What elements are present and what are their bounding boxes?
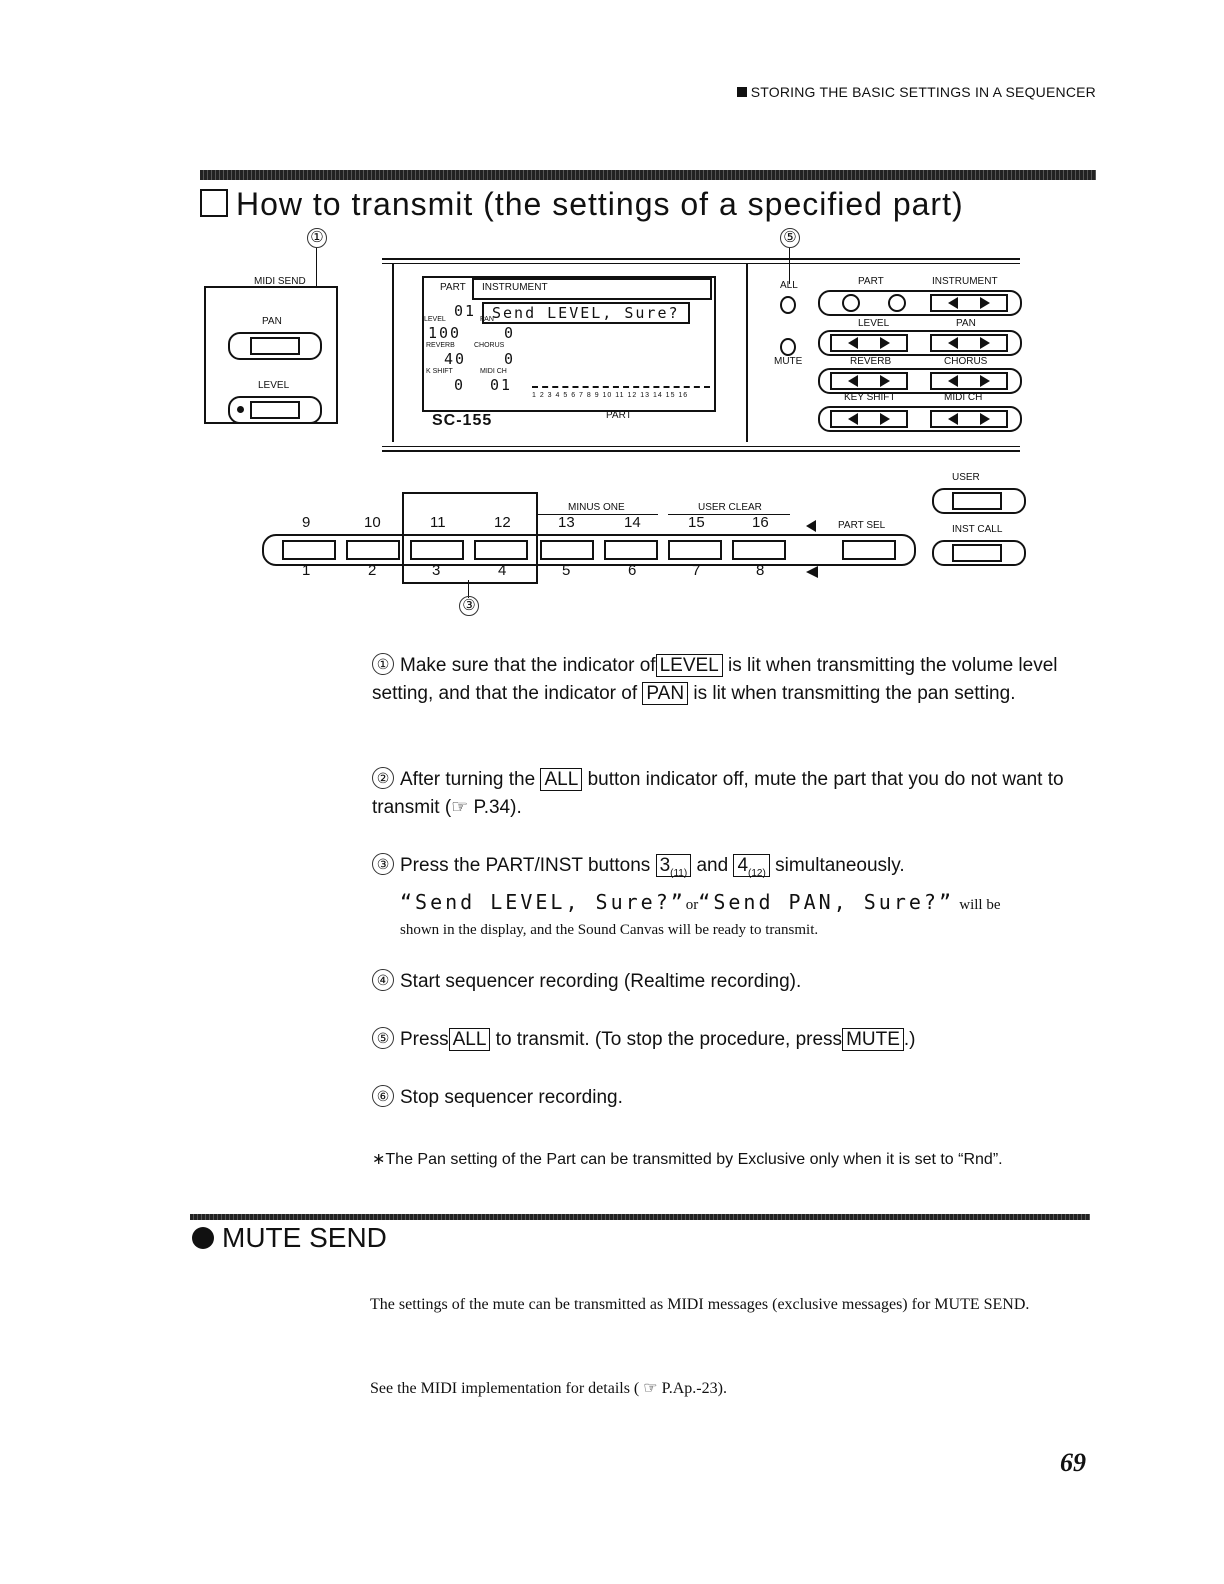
lcd-display bbox=[422, 276, 716, 412]
part-num-8: 8 bbox=[756, 562, 765, 579]
chorus-label: CHORUS bbox=[944, 356, 988, 367]
running-header: STORING THE BASIC SETTINGS IN A SEQUENCER bbox=[737, 84, 1096, 100]
user-clear-label: USER CLEAR bbox=[698, 502, 762, 513]
step-6-number: ⑥ bbox=[372, 1085, 394, 1107]
key-shift-label: KEY SHIFT bbox=[844, 392, 896, 403]
step-1-number: ① bbox=[372, 653, 394, 675]
mute-label: MUTE bbox=[774, 356, 803, 367]
step-1-text-a: Make sure that the indicator of bbox=[400, 655, 656, 676]
part-num-1: 1 bbox=[302, 562, 311, 579]
part-num-2: 2 bbox=[368, 562, 377, 579]
mute-section-rule bbox=[190, 1214, 1090, 1220]
step-2 bbox=[372, 766, 1094, 822]
step-1-text-b: is lit when transmitting the volume level setting, and that the indicator of bbox=[372, 655, 1058, 704]
pan-button[interactable] bbox=[228, 332, 322, 360]
part-sel-left-icon bbox=[806, 520, 816, 532]
key-shift-buttons[interactable] bbox=[830, 410, 908, 428]
level-indicator-icon bbox=[237, 406, 244, 413]
part-instrument-buttons bbox=[818, 290, 1022, 316]
step-2-text-b: button indicator off, mute the part that you do not want to transmit (☞ P.34). bbox=[372, 769, 1064, 818]
step-3-tail: will be bbox=[959, 896, 1001, 913]
lcd-midich-value: 01 bbox=[490, 376, 513, 394]
step-4 bbox=[372, 968, 1094, 996]
part-sel-button[interactable] bbox=[842, 540, 896, 560]
lcd-instrument-label: INSTRUMENT bbox=[482, 282, 548, 293]
all-key: ALL bbox=[540, 768, 582, 791]
step-3-text-c: simultaneously. bbox=[775, 855, 905, 876]
part-num-7: 7 bbox=[692, 562, 701, 579]
lcd-midich-label: MIDI CH bbox=[480, 368, 507, 375]
level-label: LEVEL bbox=[258, 380, 290, 391]
key-4: $4_{(12)}$ bbox=[733, 854, 769, 877]
level-pan-buttons bbox=[818, 330, 1022, 356]
part-num-9: 9 bbox=[302, 514, 311, 531]
pan-buttons[interactable] bbox=[930, 334, 1008, 352]
lcd-chorus-label: CHORUS bbox=[474, 342, 505, 349]
lcd-reverb-label: REVERB bbox=[426, 342, 455, 349]
step-1 bbox=[372, 652, 1094, 708]
part-num-15: 15 bbox=[688, 514, 705, 531]
lcd-chorus-value: 0 bbox=[504, 350, 516, 368]
minus-one-label: MINUS ONE bbox=[568, 502, 625, 513]
callout-3: ③ bbox=[459, 596, 479, 616]
part-button-4[interactable] bbox=[474, 540, 528, 560]
step-1-text-c: is lit when transmitting the pan setting. bbox=[693, 683, 1016, 704]
page-number: 69 bbox=[1060, 1448, 1086, 1477]
all-button[interactable] bbox=[780, 296, 796, 314]
part-sel-arrow-icon bbox=[806, 566, 818, 578]
lcd-level-value: 100 bbox=[428, 324, 462, 342]
user-label: USER bbox=[952, 472, 980, 483]
lcd-reverb-value: 40 bbox=[444, 350, 467, 368]
instruction-steps bbox=[372, 652, 1094, 1212]
instrument-buttons[interactable] bbox=[930, 294, 1008, 312]
reverb-label: REVERB bbox=[850, 356, 892, 367]
part-button-7[interactable] bbox=[668, 540, 722, 560]
all-key-2: ALL bbox=[449, 1028, 491, 1051]
reverb-buttons[interactable] bbox=[830, 372, 908, 390]
inst-call-label: INST CALL bbox=[952, 524, 1003, 535]
lcd-part-numbers: 1 2 3 4 5 6 7 8 9 10 11 12 13 14 15 16 bbox=[532, 392, 689, 399]
lcd-level-label: LEVEL bbox=[424, 316, 446, 323]
step-6-text: Stop sequencer recording. bbox=[400, 1087, 623, 1108]
level-key: LEVEL bbox=[656, 654, 723, 677]
step-6 bbox=[372, 1084, 1094, 1112]
step-3-note: shown in the display, and the Sound Canvas will be ready to transmit. bbox=[400, 921, 819, 938]
step-5-text-c: .) bbox=[903, 1029, 916, 1050]
mute-send-paragraph: The settings of the mute can be transmitted as MIDI messages (exclusive messages) for MUTE SEND. bbox=[370, 1296, 1030, 1313]
step-3-text-b: and bbox=[696, 855, 729, 876]
left-control-panel bbox=[204, 276, 338, 424]
part-button-strip bbox=[262, 534, 916, 566]
part-num-12: 12 bbox=[494, 514, 511, 531]
model-logo: SC-155 bbox=[432, 412, 493, 429]
midi-send-label: MIDI SEND bbox=[254, 276, 306, 287]
step-5-number: ⑤ bbox=[372, 1027, 394, 1049]
midi-ch-buttons[interactable] bbox=[930, 410, 1008, 428]
part-button-3[interactable] bbox=[410, 540, 464, 560]
part-button-2[interactable] bbox=[346, 540, 400, 560]
part-num-3: 3 bbox=[432, 562, 441, 579]
part-num-4: 4 bbox=[498, 562, 507, 579]
step-3 bbox=[372, 852, 1094, 941]
midi-ch-label: MIDI CH bbox=[944, 392, 983, 403]
all-label: ALL bbox=[780, 280, 798, 291]
step-3-or: or bbox=[685, 896, 699, 913]
key-3: $3_{(11)}$ bbox=[656, 854, 692, 877]
pan-label: PAN bbox=[262, 316, 282, 327]
part-button-1[interactable] bbox=[282, 540, 336, 560]
mute-send-title: MUTE SEND bbox=[192, 1222, 387, 1254]
step-3-number: ③ bbox=[372, 853, 394, 875]
part-num-5: 5 bbox=[562, 562, 571, 579]
step-5-text-a: Press bbox=[400, 1029, 449, 1050]
display-msg-level: “Send LEVEL, Sure?” bbox=[400, 889, 686, 914]
step-4-text: Start sequencer recording (Realtime recording). bbox=[400, 971, 802, 992]
part-prev-button[interactable] bbox=[842, 294, 860, 312]
mute-key: MUTE bbox=[842, 1028, 904, 1051]
step-4-number: ④ bbox=[372, 969, 394, 991]
step-3-text-a: Press the PART/INST buttons bbox=[400, 855, 651, 876]
part-next-button[interactable] bbox=[888, 294, 906, 312]
level-knob-label: LEVEL bbox=[858, 318, 890, 329]
mute-button[interactable] bbox=[780, 338, 796, 356]
inst-call-button[interactable] bbox=[932, 540, 1026, 566]
part-num-13: 13 bbox=[558, 514, 575, 531]
midi-implementation-reference: See the MIDI implementation for details ( ☞ P.Ap.-23). bbox=[370, 1380, 727, 1397]
step-5-text-b: to transmit. (To stop the procedure, press bbox=[495, 1029, 843, 1050]
lcd-keyshift-label: K SHIFT bbox=[426, 368, 453, 375]
instrument-label: INSTRUMENT bbox=[932, 276, 998, 287]
part-button-8[interactable] bbox=[732, 540, 786, 560]
reverb-chorus-buttons bbox=[818, 368, 1022, 394]
part-num-14: 14 bbox=[624, 514, 641, 531]
lcd-part-number: 01 bbox=[454, 302, 477, 320]
level-buttons[interactable] bbox=[830, 334, 908, 352]
section-rule bbox=[200, 170, 1096, 180]
lcd-part-label: PART bbox=[440, 282, 466, 293]
part-num-10: 10 bbox=[364, 514, 381, 531]
callout-5: ⑤ bbox=[780, 228, 800, 248]
pan-key: PAN bbox=[642, 682, 688, 705]
section-title: How to transmit (the settings of a specified part) bbox=[200, 186, 964, 223]
panel-diagram bbox=[200, 228, 1030, 618]
user-button[interactable] bbox=[932, 488, 1026, 514]
lcd-part-bottom-label: PART bbox=[606, 410, 632, 421]
part-sel-label: PART SEL bbox=[838, 520, 886, 531]
step-2-text-a: After turning the bbox=[400, 769, 536, 790]
lcd-pan-value: 0 bbox=[504, 324, 516, 342]
part-num-16: 16 bbox=[752, 514, 769, 531]
level-button[interactable] bbox=[228, 396, 322, 424]
chorus-buttons[interactable] bbox=[930, 372, 1008, 390]
pan-note: ∗The Pan setting of the Part can be transmitted by Exclusive only when it is set to “Rnd”. bbox=[372, 1151, 1003, 1168]
pan-knob-label: PAN bbox=[956, 318, 976, 329]
part-button-6[interactable] bbox=[604, 540, 658, 560]
display-msg-pan: “Send PAN, Sure?” bbox=[698, 889, 954, 914]
part-label: PART bbox=[858, 276, 884, 287]
keyshift-midich-buttons bbox=[818, 406, 1022, 432]
step-5 bbox=[372, 1026, 1094, 1054]
callout-1: ① bbox=[307, 228, 327, 248]
lcd-keyshift-value: 0 bbox=[454, 376, 466, 394]
step-2-number: ② bbox=[372, 767, 394, 789]
part-num-6: 6 bbox=[628, 562, 637, 579]
part-button-5[interactable] bbox=[540, 540, 594, 560]
part-num-11: 11 bbox=[430, 514, 446, 531]
lcd-message: Send LEVEL, Sure? bbox=[482, 302, 690, 324]
lcd-pan-label: PAN bbox=[480, 316, 494, 323]
